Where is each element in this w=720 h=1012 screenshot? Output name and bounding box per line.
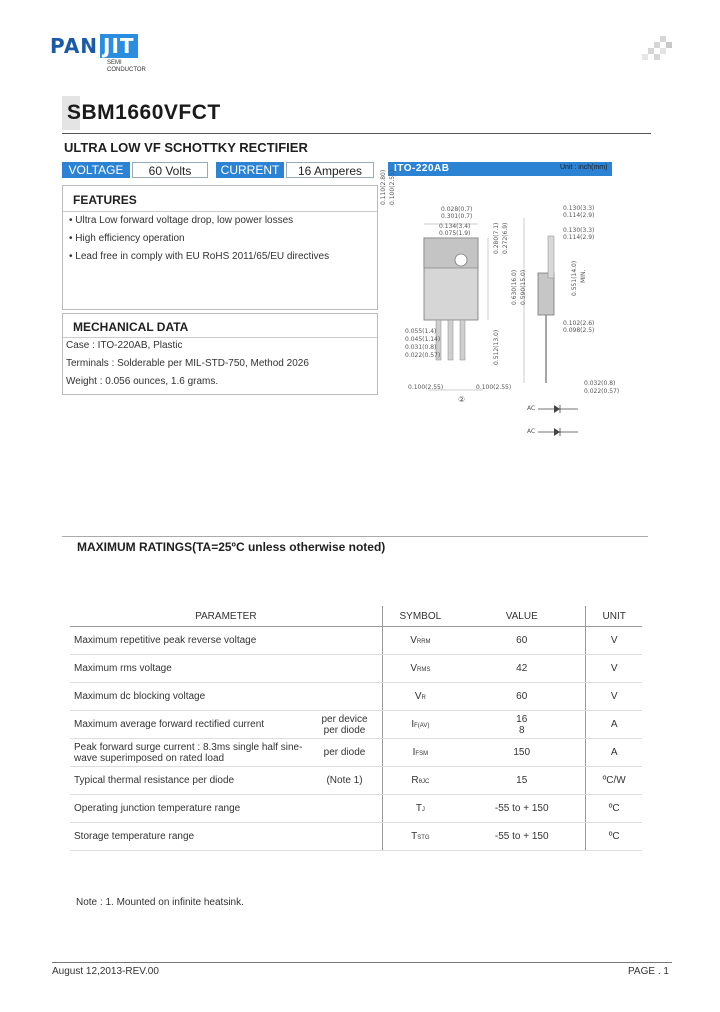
value-cell: 60 <box>458 627 586 655</box>
table-row <box>70 655 642 683</box>
footnote: Note : 1. Mounted on infinite heatsink. <box>76 897 244 908</box>
current-value: 16 Amperes <box>286 162 374 178</box>
dim-text: 0.100(2.55) <box>389 169 396 205</box>
condition-cell: (Note 1) <box>307 767 382 795</box>
diode-label-2: AC <box>527 428 536 435</box>
value-cell: 42 <box>458 655 586 683</box>
logo-jit: JIT <box>100 34 138 58</box>
table-row <box>70 795 642 823</box>
logo-pan: PAN <box>50 34 99 58</box>
symbol-main: V <box>410 663 418 674</box>
package-unit: Unit : inch(mm) <box>560 164 608 171</box>
pin-min-label: MIN. <box>580 269 587 283</box>
dim-text: 0.630(16.0) <box>511 269 518 305</box>
ratings-header-row <box>70 606 642 627</box>
symbol-cell <box>382 795 458 823</box>
unit-cell: V <box>586 683 642 711</box>
condition-cell <box>307 823 382 851</box>
header-parameter: PARAMETER <box>70 606 382 627</box>
logo-subtitle <box>107 60 146 74</box>
table-row <box>70 627 642 655</box>
product-subtitle: ULTRA LOW VF SCHOTTKY RECTIFIER <box>64 140 308 155</box>
table-row <box>70 767 642 795</box>
unit-cell: V <box>586 655 642 683</box>
value-cell: 15 <box>458 767 586 795</box>
unit-cell: A <box>586 711 642 739</box>
current-label: CURRENT <box>216 162 284 178</box>
symbol-main: I <box>412 747 416 758</box>
footer-rule <box>52 962 672 963</box>
dim-text: 0.031(0.8) <box>405 344 437 351</box>
mechanical-weight: Weight : 0.056 ounces, 1.6 grams. <box>66 376 219 387</box>
dim-text: 0.130(3.3) <box>563 227 595 234</box>
value-cell: -55 to + 150 <box>458 795 586 823</box>
voltage-label: VOLTAGE <box>62 162 130 178</box>
panjit-logo <box>50 34 138 58</box>
dim-text: 0.032(0.8) <box>584 380 616 387</box>
dim-text: 0.110(2.80) <box>380 169 387 205</box>
dim-text: 0.098(2.5) <box>563 327 595 334</box>
lead-2 <box>448 320 453 360</box>
unit-cell: ºC <box>586 795 642 823</box>
dim-text: 0.130(3.3) <box>563 205 595 212</box>
mechanical-terminals: Terminals : Solderable per MIL-STD-750, Method 2026 <box>66 358 309 369</box>
dim-text: 0.100(2.55) <box>476 384 512 391</box>
ratings-title: MAXIMUM RATINGS(TA=25ºC unless otherwise noted) <box>77 540 386 554</box>
symbol-cell <box>382 823 458 851</box>
header-value: VALUE <box>458 606 586 627</box>
title-rule <box>62 133 651 134</box>
unit-cell: ºC <box>586 823 642 851</box>
param-cell: Typical thermal resistance per diode <box>70 767 307 795</box>
condition-cell <box>307 627 382 655</box>
dim-text: 0.102(2.6) <box>563 320 595 327</box>
features-panel <box>62 185 378 310</box>
symbol-main: T <box>415 803 422 814</box>
dim-text: 0.272(6.9) <box>502 222 509 254</box>
dim-text: 0.114(2.9) <box>563 212 595 219</box>
symbol-subscript: F(AV) <box>414 723 430 729</box>
dim-text: 0.512(13.0) <box>493 329 500 365</box>
feature-item: • Ultra Low forward voltage drop, low power losses <box>69 215 294 226</box>
diode-symbol-2 <box>538 428 578 436</box>
symbol-subscript: FSM <box>415 751 429 757</box>
dim-text: 0.590(15.0) <box>520 269 527 305</box>
dim-text: 0.114(2.9) <box>563 234 595 241</box>
param-cell: Storage temperature range <box>70 823 307 851</box>
condition-cell: per diode <box>307 739 382 767</box>
symbol-main: I <box>411 719 415 730</box>
symbol-main: T <box>411 831 418 842</box>
param-cell: Operating junction temperature range <box>70 795 307 823</box>
symbol-cell <box>382 739 458 767</box>
mechanical-case: Case : ITO-220AB, Plastic <box>66 340 183 351</box>
condition-cell <box>307 683 382 711</box>
dim-text: 0.022(0.57) <box>584 388 620 395</box>
page-number: PAGE . 1 <box>628 966 669 977</box>
symbol-cell <box>382 627 458 655</box>
ratings-table <box>70 606 642 851</box>
param-cell: Maximum dc blocking voltage <box>70 683 307 711</box>
part-number-title: SBM1660VFCT <box>67 101 221 124</box>
param-cell: Maximum average forward rectified current <box>70 711 307 739</box>
logo-sub-1: SEMI <box>107 60 122 66</box>
symbol-subscript: θJC <box>418 779 430 785</box>
value-cell: 60 <box>458 683 586 711</box>
features-heading: FEATURES <box>73 193 137 207</box>
side-view-tab <box>548 236 554 278</box>
table-row <box>70 739 642 767</box>
package-label: ITO-220AB <box>394 163 450 174</box>
table-row <box>70 683 642 711</box>
symbol-subscript: RRM <box>416 639 431 645</box>
symbol-cell <box>382 683 458 711</box>
dim-text: 0.075(1.9) <box>439 230 471 237</box>
condition-cell: per device per diode <box>307 711 382 739</box>
header-unit: UNIT <box>586 606 642 627</box>
dim-text: 0.028(0.7) <box>441 206 473 213</box>
voltage-value: 60 Volts <box>132 162 208 178</box>
feature-item: • High efficiency operation <box>69 233 185 244</box>
symbol-subscript: R <box>421 695 426 701</box>
diode-symbol-1 <box>538 405 578 413</box>
symbol-subscript: STG <box>417 835 430 841</box>
ratings-body <box>70 627 642 851</box>
symbol-main: R <box>411 775 419 786</box>
dim-text: 0.022(0.57) <box>405 352 441 359</box>
features-divider <box>63 211 377 212</box>
diode-label-1: AC <box>527 405 536 412</box>
logo-sub-2: CONDUCTOR <box>107 67 146 73</box>
ratings-rule <box>62 536 648 537</box>
mechanical-heading: MECHANICAL DATA <box>73 320 189 334</box>
condition-cell <box>307 795 382 823</box>
dim-text: 0.100(2.55) <box>408 384 444 391</box>
param-cell: Maximum repetitive peak reverse voltage <box>70 627 307 655</box>
condition-cell <box>307 655 382 683</box>
table-row <box>70 823 642 851</box>
package-tab <box>424 238 478 268</box>
dim-text: 0.134(3.4) <box>439 223 471 230</box>
param-cell: Peak forward surge current : 8.3ms single half sine-wave superimposed on rated load <box>70 739 307 767</box>
symbol-cell <box>382 767 458 795</box>
unit-cell: A <box>586 739 642 767</box>
feature-item: • Lead free in comply with EU RoHS 2011/65/EU directives <box>69 251 330 262</box>
dim-text: 0.301(0.7) <box>441 213 473 220</box>
value-cell: 150 <box>458 739 586 767</box>
symbol-subscript: J <box>421 807 425 813</box>
header-symbol: SYMBOL <box>382 606 458 627</box>
revision-date: August 12,2013-REV.00 <box>52 966 159 977</box>
value-cell: -55 to + 150 <box>458 823 586 851</box>
symbol-cell <box>382 711 458 739</box>
symbol-subscript: RMS <box>417 667 431 673</box>
symbol-main: V <box>410 635 417 646</box>
mounting-hole <box>455 254 467 266</box>
mechanical-divider <box>63 337 377 338</box>
lead-3 <box>460 320 465 360</box>
corner-decoration <box>642 36 672 62</box>
param-cell: Maximum rms voltage <box>70 655 307 683</box>
dim-text: 0.551(14.0) <box>571 260 578 296</box>
dim-text: 0.055(1.4) <box>405 328 437 335</box>
dim-text: 0.280(7.1) <box>493 222 500 254</box>
symbol-cell <box>382 655 458 683</box>
circled-pin-marker: ② <box>458 395 466 404</box>
symbol-main: V <box>414 691 422 702</box>
unit-cell: ºC/W <box>586 767 642 795</box>
table-row <box>70 711 642 739</box>
dim-text: 0.045(1.14) <box>405 336 441 343</box>
unit-cell: V <box>586 627 642 655</box>
side-view-body <box>538 273 554 315</box>
value-cell: 16 8 <box>458 711 586 739</box>
